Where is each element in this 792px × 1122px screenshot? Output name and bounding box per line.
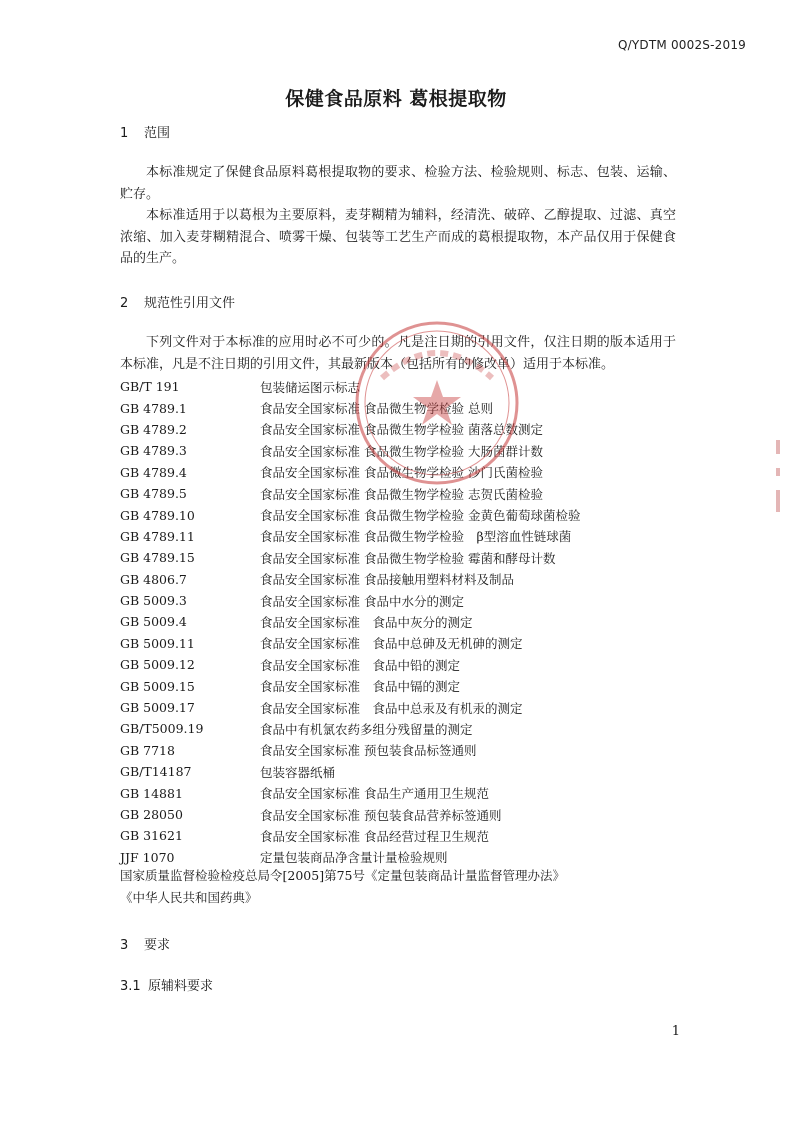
- section-number: 3: [120, 938, 129, 953]
- reference-code: GB 4789.15: [120, 550, 195, 566]
- reference-title: 食品安全国家标准 食品微生物学检验 沙门氏菌检验: [260, 465, 543, 481]
- reference-title: 包装储运图示标志: [260, 379, 361, 395]
- reference-item: [120, 804, 680, 825]
- reference-item: [120, 697, 680, 718]
- reference-code: JJF 1070: [120, 849, 175, 865]
- subsection-heading-raw-materials: [120, 975, 213, 994]
- reference-extra-decree: 国家质量监督检验检疫总局令[2005]第75号《定量包装商品计量监督管理办法》: [120, 868, 565, 883]
- page-number: 1: [671, 1024, 680, 1039]
- reference-code: GB 31621: [120, 828, 183, 844]
- reference-code: GB 4789.4: [120, 464, 187, 480]
- reference-title: 食品安全国家标准 食品微生物学检验 金黄色葡萄球菌检验: [260, 508, 581, 524]
- section-number: 3.1: [120, 979, 141, 994]
- reference-code: GB 4789.2: [120, 421, 187, 437]
- reference-item: [120, 526, 680, 547]
- reference-item: [120, 847, 680, 868]
- section-number: 1: [120, 126, 129, 141]
- reference-code: GB 4789.1: [120, 400, 187, 416]
- reference-item: [120, 569, 680, 590]
- reference-title: 食品安全国家标准 食品中灰分的测定: [260, 614, 473, 630]
- reference-code: GB 14881: [120, 785, 183, 801]
- reference-item: [120, 397, 680, 418]
- reference-item: [120, 633, 680, 654]
- edge-mark: [776, 468, 780, 476]
- reference-item: [120, 462, 680, 483]
- reference-code: GB/T5009.19: [120, 721, 204, 737]
- reference-title: 定量包装商品净含量计量检验规则: [260, 850, 448, 866]
- reference-title: 食品安全国家标准 食品接触用塑料材料及制品: [260, 572, 514, 588]
- reference-extra-pharmacopoeia: 《中华人民共和国药典》: [120, 890, 258, 905]
- reference-item: [120, 504, 680, 525]
- reference-title: 食品安全国家标准 食品微生物学检验 β型溶血性链球菌: [260, 529, 572, 545]
- reference-item: [120, 654, 680, 675]
- reference-title: 食品安全国家标准 食品生产通用卫生规范: [260, 786, 489, 802]
- reference-code: GB 5009.4: [120, 614, 187, 630]
- reference-code: GB 5009.3: [120, 593, 187, 609]
- scope-paragraph-2: 本标准适用于以葛根为主要原料，麦芽糊精为辅料，经清洗、破碎、乙醇提取、过滤、真空浓缩、加入麦芽糊精混合、喷雾干燥、包装等工艺生产而成的葛根提取物，本产品仅用于保健食品的生产。: [120, 208, 676, 266]
- reference-title: 食品安全国家标准 食品微生物学检验 霉菌和酵母计数: [260, 550, 556, 566]
- reference-code: GB 4789.5: [120, 486, 187, 502]
- reference-item: [120, 675, 680, 696]
- reference-title: 食品安全国家标准 食品中铅的测定: [260, 657, 461, 673]
- reference-item: [120, 782, 680, 803]
- reference-title: 食品安全国家标准 预包装食品营养标签通则: [260, 807, 502, 823]
- reference-title: 食品安全国家标准 食品微生物学检验 菌落总数测定: [260, 422, 543, 438]
- reference-title: 食品安全国家标准 食品微生物学检验 志贺氏菌检验: [260, 486, 543, 502]
- reference-title: 食品安全国家标准 预包装食品标签通则: [260, 743, 477, 759]
- reference-item: [120, 483, 680, 504]
- reference-item: [120, 547, 680, 568]
- reference-item: [120, 718, 680, 739]
- reference-item: [120, 419, 680, 440]
- reference-code: GB 7718: [120, 742, 175, 758]
- references-intro: 下列文件对于本标准的应用时必不可少的。凡是注日期的引用文件，仅注日期的版本适用于本标准，凡是不注日期的引用文件，其最新版本（包括所有的修改单）适用于本标准。: [120, 335, 676, 372]
- reference-item: [120, 761, 680, 782]
- reference-code: GB 28050: [120, 807, 183, 822]
- reference-code: GB 5009.17: [120, 700, 195, 716]
- section-heading-scope: [120, 122, 170, 141]
- edge-mark: [776, 490, 780, 512]
- section-number: 2: [120, 296, 129, 311]
- section-heading-requirements: [120, 934, 170, 953]
- scope-paragraph-1: 本标准规定了保健食品原料葛根提取物的要求、检验方法、检验规则、标志、包装、运输、贮存。: [120, 165, 676, 202]
- reference-title: 食品安全国家标准 食品中总汞及有机汞的测定: [260, 700, 523, 716]
- reference-code: GB/T 191: [120, 379, 180, 395]
- section-heading-references: [120, 292, 235, 311]
- standard-code: Q/YDTM 0002S-2019: [618, 38, 746, 52]
- reference-title: 食品安全国家标准 食品中水分的测定: [260, 593, 464, 609]
- reference-title: 食品安全国家标准 食品微生物学检验 大肠菌群计数: [260, 443, 543, 459]
- section-title: 原辅料要求: [148, 979, 214, 994]
- reference-code: GB 4789.10: [120, 507, 195, 523]
- section-title: 要求: [144, 938, 171, 953]
- reference-item: [120, 825, 680, 846]
- reference-list: [120, 376, 680, 868]
- document-title: 保健食品原料 葛根提取物: [285, 88, 507, 110]
- reference-title: 食品安全国家标准 食品中镉的测定: [260, 679, 461, 695]
- reference-code: GB 5009.15: [120, 678, 195, 694]
- reference-code: GB/T14187: [120, 764, 192, 780]
- reference-code: GB 4789.11: [120, 528, 195, 544]
- edge-mark: [776, 440, 780, 454]
- reference-item: [120, 611, 680, 632]
- reference-title: 食品安全国家标准 食品中总砷及无机砷的测定: [260, 636, 523, 652]
- reference-title: 食品安全国家标准 食品微生物学检验 总则: [260, 401, 493, 417]
- reference-code: GB 5009.12: [120, 657, 195, 673]
- reference-title: 食品中有机氯农药多组分残留量的测定: [260, 721, 473, 737]
- reference-code: GB 5009.11: [120, 635, 195, 651]
- section-title: 范围: [144, 126, 171, 141]
- reference-item: [120, 740, 680, 761]
- section-title: 规范性引用文件: [144, 296, 236, 311]
- reference-item: [120, 440, 680, 461]
- reference-code: GB 4789.3: [120, 443, 187, 459]
- reference-item: [120, 376, 680, 397]
- reference-code: GB 4806.7: [120, 571, 187, 587]
- reference-title: 包装容器纸桶: [260, 764, 336, 780]
- reference-item: [120, 590, 680, 611]
- reference-title: 食品安全国家标准 食品经营过程卫生规范: [260, 828, 489, 844]
